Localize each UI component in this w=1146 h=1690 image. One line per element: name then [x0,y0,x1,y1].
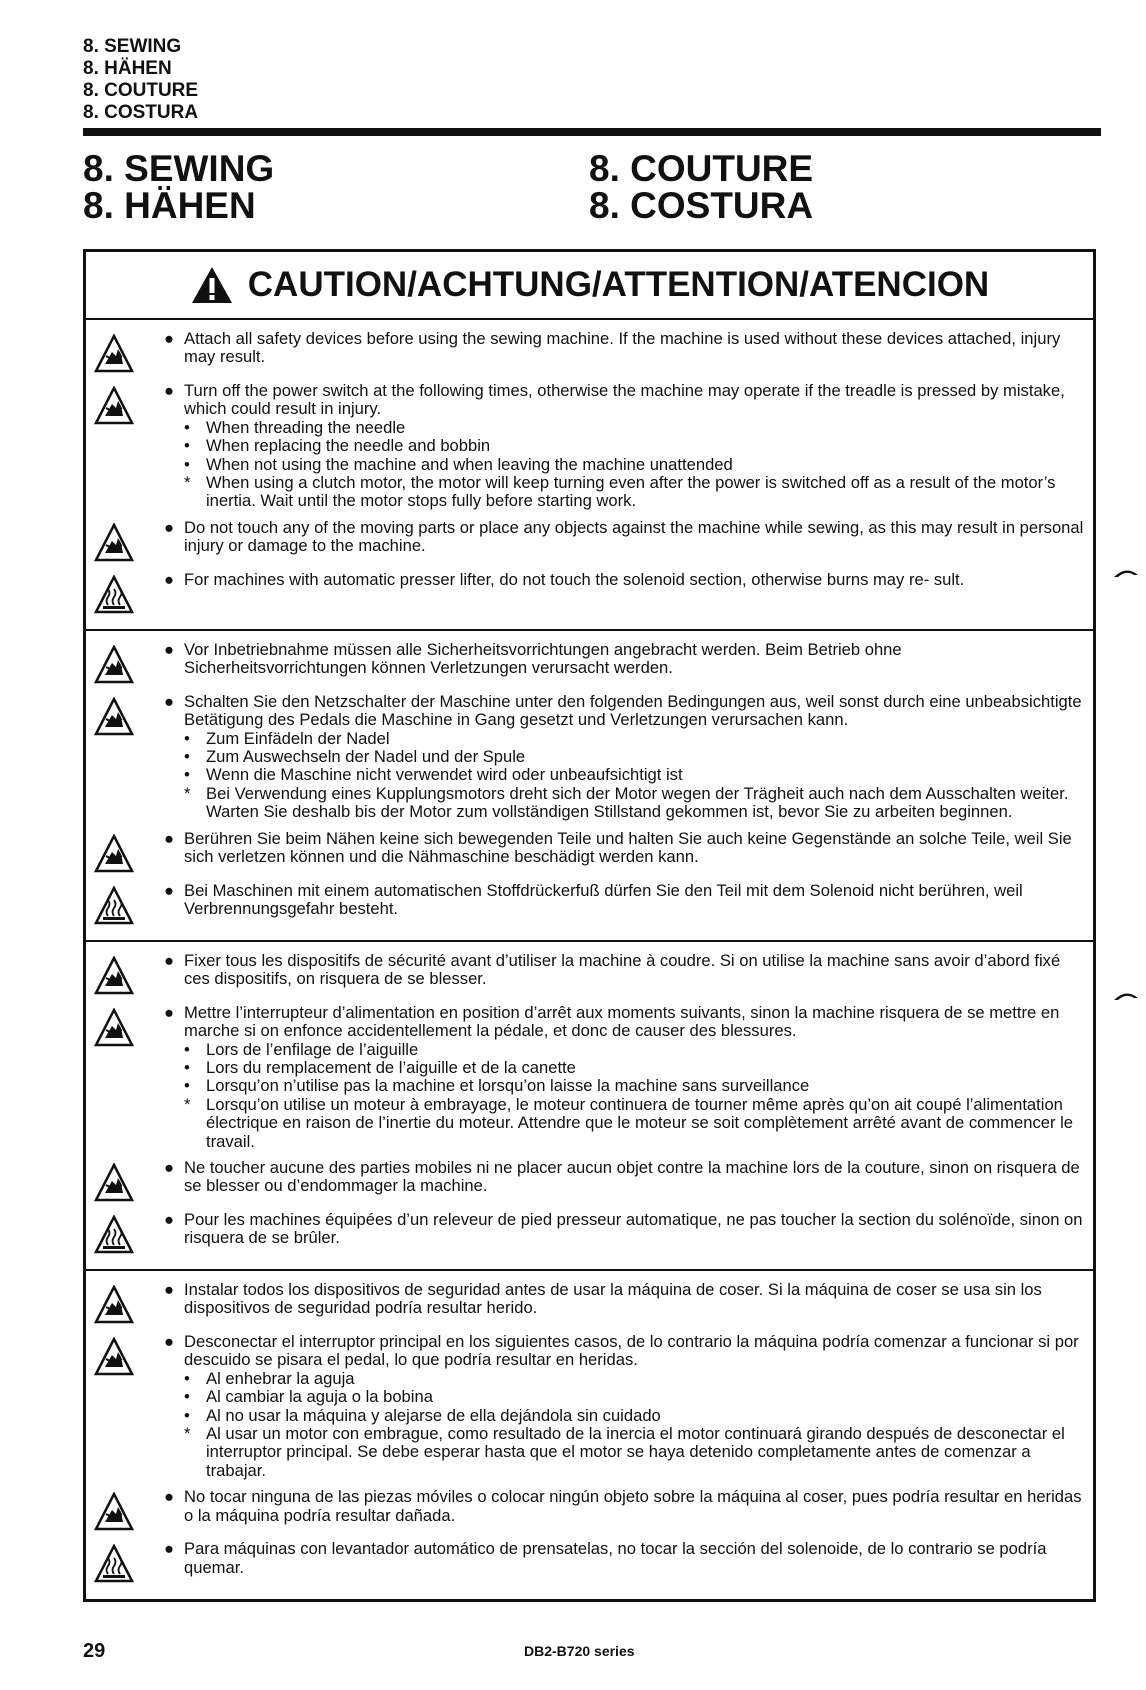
header-rule [83,128,1101,136]
caution-box [83,249,1096,1602]
sub-mark: * [184,1423,191,1443]
caution-main [164,382,1085,419]
caution-text [164,1540,1093,1577]
sub-text: Lorsqu’on utilise un moteur à embrayage, le moteur continuera de tourner même après qu’on ait coupé l’alimentation électrique en raison de l’inertie du moteur. Attendre que le moteur se soit complètement arrêté avant de commencer le travail. [206,1094,1074,1151]
caution-main-text: For machines with automatic presser lifter, do not touch the solenoid section, otherwise burns may re- sult. [184,569,965,589]
caution-text [164,641,1093,678]
hand-caution-icon [94,834,134,874]
bullet-icon: ● [164,1279,175,1299]
caution-text [164,382,1093,511]
sub-text: Al cambiar la aguja o la bobina [206,1387,433,1407]
caution-sub-item [164,1407,1085,1425]
caution-sub-item [164,1370,1085,1388]
running-header [83,36,198,124]
hand-caution-icon [94,956,134,996]
sub-mark: * [184,473,191,493]
caution-text [164,1488,1093,1525]
sub-mark: • [184,454,190,474]
sub-text: Al no usar la máquina y alejarse de ella dejándola sin cuidado [206,1405,661,1425]
hot-surface-icon [94,1544,134,1584]
hand-caution-icon [94,1008,134,1048]
caution-item [86,1333,1093,1480]
caution-text [164,830,1093,867]
title-line: 8. COUTURE [589,148,814,189]
caution-sub-item [164,766,1085,784]
caution-item [86,693,1093,822]
bullet-icon: ● [164,1157,175,1177]
caution-text [164,952,1093,989]
caution-text [164,882,1093,919]
hand-caution-icon [94,1163,134,1203]
sub-text: Al enhebrar la aguja [206,1368,355,1388]
sub-text: Bei Verwendung eines Kupplungsmotors dreht sich der Motor wegen der Trägheit auch nach dem Ausschalten weiter. Warten Sie deshalb bis der Motor zum vollständigen Stillstand gekommen ist, bevor Sie zu arbeiten beginnen. [206,783,1069,822]
caution-main [164,1159,1085,1196]
caution-item [86,952,1093,996]
sub-mark: • [184,747,190,767]
caution-sub-item [164,1041,1085,1059]
bullet-icon: ● [164,569,175,589]
caution-main [164,693,1085,730]
caution-main-text: Do not touch any of the moving parts or place any objects against the machine while sewing, as this may result in personal injury or damage to the machine. [184,517,1084,556]
caution-text [164,693,1093,822]
running-header-line: 8. HÄHEN [83,58,172,79]
caution-item [86,519,1093,563]
caution-main [164,641,1085,678]
caution-sub-item [164,1077,1085,1095]
sub-mark: • [184,728,190,748]
sub-mark: • [184,765,190,785]
hot-surface-icon [94,1215,134,1255]
section-title-right [589,150,813,224]
caution-sub-item [164,1388,1085,1406]
bullet-icon: ● [164,1539,175,1559]
sub-mark: * [184,783,191,803]
sub-mark: • [184,1057,190,1077]
caution-item [86,382,1093,511]
caution-item [86,1004,1093,1151]
caution-main [164,571,1085,589]
caution-item [86,1159,1093,1203]
hot-surface-icon [94,575,134,615]
running-header-line: 8. SEWING [83,36,182,57]
caution-main [164,882,1085,919]
sub-text: Zum Einfädeln der Nadel [206,728,390,748]
sub-text: When threading the needle [206,417,406,437]
bullet-icon: ● [164,1002,175,1022]
running-header-line: 8. COUTURE [83,80,199,101]
running-header-line: 8. COSTURA [83,102,199,123]
section-title-left [83,150,274,224]
language-section [86,1271,1093,1598]
sub-mark: • [184,1387,190,1407]
caution-text [164,1281,1093,1318]
hand-caution-icon [94,1285,134,1325]
caution-main [164,1540,1085,1577]
title-line: 8. COSTURA [589,185,814,226]
hand-caution-icon [94,645,134,685]
caution-item [86,1281,1093,1325]
sub-mark: * [184,1094,191,1114]
caution-sub-item [164,1425,1085,1480]
hand-caution-icon [94,334,134,374]
language-section [86,320,1093,631]
caution-item [86,882,1093,926]
bullet-icon: ● [164,517,175,537]
caution-header [86,252,1093,320]
bullet-icon: ● [164,950,175,970]
sub-text: Lorsqu’on n’utilise pas la machine et lorsqu’on laisse la machine sans surveillance [206,1076,810,1096]
page-number: 29 [83,1640,106,1662]
sub-text: Lors de l’enfilage de l’aiguille [206,1039,419,1059]
caution-label: CAUTION/ACHTUNG/ATTENTION/ATENCION [247,265,990,304]
caution-item [86,830,1093,874]
bullet-icon: ● [164,329,175,348]
caution-main-text: Mettre l’interrupteur d’alimentation en position d’arrêt aux moments suivants, sinon la machine risquera de se mettre en marche si on enfonce accidentellement la pédale, et donc de causer des blessures. [184,1002,1060,1041]
caution-sub-item [164,437,1085,455]
hand-caution-icon [94,1492,134,1532]
caution-main [164,1211,1085,1248]
warning-triangle-icon [190,265,234,305]
bullet-icon: ● [164,1487,175,1507]
caution-main [164,1281,1085,1318]
caution-main [164,952,1085,989]
caution-text [164,1004,1093,1151]
title-line: 8. HÄHEN [83,185,256,226]
binding-mark-icon [1112,563,1140,581]
caution-main-text: Fixer tous les dispositifs de sécurité avant d’utiliser la machine à coudre. Si on utilise la machine sans avoir d’abord fixé ces dispositifs, on risquera de se blesser. [184,950,1061,989]
language-section [86,631,1093,942]
caution-main [164,330,1085,367]
sub-mark: • [184,1076,190,1096]
caution-sub-item [164,474,1085,511]
caution-sub-item [164,419,1085,437]
caution-main [164,1004,1085,1041]
sub-text: Wenn die Maschine nicht verwendet wird oder unbeaufsichtigt ist [206,765,683,785]
sub-mark: • [184,1368,190,1388]
hand-caution-icon [94,386,134,426]
hand-caution-icon [94,1337,134,1377]
caution-main-text: Instalar todos los dispositivos de seguridad antes de usar la máquina de coser. Si la máquina de coser se usa sin los dispositivos de seguridad podría resultar herido. [184,1279,1042,1318]
caution-text [164,1211,1093,1248]
bullet-icon: ● [164,381,175,400]
caution-item [86,1488,1093,1532]
caution-main-text: Ne toucher aucune des parties mobiles ni ne placer aucun objet contre la machine lors de la couture, sinon on risquera de se blesser ou d’endommager la machine. [184,1157,1080,1196]
caution-main [164,1488,1085,1525]
language-section [86,942,1093,1271]
sub-text: When using a clutch motor, the motor will keep turning even after the power is switched off as a result of the motor’s inertia. Wait until the motor stops fully before starting work. [206,473,1056,511]
caution-sub-item [164,748,1085,766]
caution-main-text: Schalten Sie den Netzschalter der Maschine unter den folgenden Bedingungen aus, weil sonst durch eine unbeabsichtigte Betätigung des Pedals die Maschine in Gang gesetzt und Verletzungen verursachen kann. [184,691,1082,730]
sub-text: When not using the machine and when leaving the machine unattended [206,454,733,474]
sub-mark: • [184,1405,190,1425]
sub-mark: • [184,417,190,437]
caution-sub-item [164,1059,1085,1077]
caution-item [86,641,1093,685]
sub-mark: • [184,436,190,456]
caution-item [86,571,1093,615]
caution-main-text: Pour les machines équipées d’un releveur de pied presseur automatique, ne pas toucher la section du solénoïde, sinon on risquera de se brûler. [184,1209,1083,1248]
bullet-icon: ● [164,1209,175,1229]
bullet-icon: ● [164,691,175,711]
sub-text: Lors du remplacement de l’aiguille et de la canette [206,1057,576,1077]
caution-text [164,1159,1093,1196]
hand-caution-icon [94,697,134,737]
sub-text: Al usar un motor con embrague, como resultado de la inercia el motor continuará girando después de desconectar el interruptor principal. Se debe esperar hasta que el motor se haya detenido completamente antes de comenzar a trabajar. [206,1423,1065,1480]
bullet-icon: ● [164,880,175,900]
caution-sub-item [164,456,1085,474]
sub-text: Zum Auswechseln der Nadel und der Spule [206,747,526,767]
caution-sub-item [164,730,1085,748]
bullet-icon: ● [164,828,175,848]
caution-main-text: Turn off the power switch at the following times, otherwise the machine may operate if the treadle is pressed by mistake, which could result in injury. [184,381,1065,419]
caution-main-text: Desconectar el interruptor principal en los siguientes casos, de lo contrario la máquina podría comenzar a funcionar si por descuido se pisara el pedal, lo que podría resultar en heridas. [184,1331,1079,1370]
bullet-icon: ● [164,1331,175,1351]
caution-text [164,330,1093,367]
bullet-icon: ● [164,639,175,659]
caution-text [164,519,1093,556]
model-series: DB2-B720 series [524,1643,635,1659]
binding-mark-icon [1112,986,1140,1004]
caution-sections [86,320,1093,1598]
caution-main-text: Berühren Sie beim Nähen keine sich bewegenden Teile und halten Sie auch keine Gegenstände an solche Teile, weil Sie sich verletzen können und die Nähmaschine beschädigt werden kann. [184,828,1072,867]
caution-item [86,1540,1093,1584]
caution-main [164,519,1085,556]
title-line: 8. SEWING [83,148,275,189]
caution-sub-item [164,785,1085,822]
hot-surface-icon [94,886,134,926]
caution-main-text: Vor Inbetriebnahme müssen alle Sicherheitsvorrichtungen angebracht werden. Beim Betrieb ohne Sicherheitsvorrichtungen können Verletzungen verursacht werden. [184,639,902,678]
caution-main-text: No tocar ninguna de las piezas móviles o colocar ningún objeto sobre la máquina al coser, pues podría resultar en heridas o la máquina podría resultar dañada. [184,1487,1082,1525]
caution-item [86,1211,1093,1255]
caution-sub-item [164,1096,1085,1151]
caution-main [164,1333,1085,1370]
caution-main-text: Bei Maschinen mit einem automatischen Stoffdrückerfuß dürfen Sie den Teil mit dem Solenoid nicht berühren, weil Verbrennungsgefahr besteht. [184,880,1023,919]
caution-text [164,1333,1093,1480]
caution-main [164,830,1085,867]
hand-caution-icon [94,523,134,563]
caution-item [86,330,1093,374]
sub-mark: • [184,1039,190,1059]
caution-text [164,571,1093,589]
caution-main-text: Para máquinas con levantador automático de prensatelas, no tocar la sección del solenoide, de lo contrario se podría quemar. [184,1539,1047,1577]
caution-main-text: Attach all safety devices before using the sewing machine. If the machine is used without these devices attached, injury may result. [184,329,1061,367]
sub-text: When replacing the needle and bobbin [206,436,491,456]
